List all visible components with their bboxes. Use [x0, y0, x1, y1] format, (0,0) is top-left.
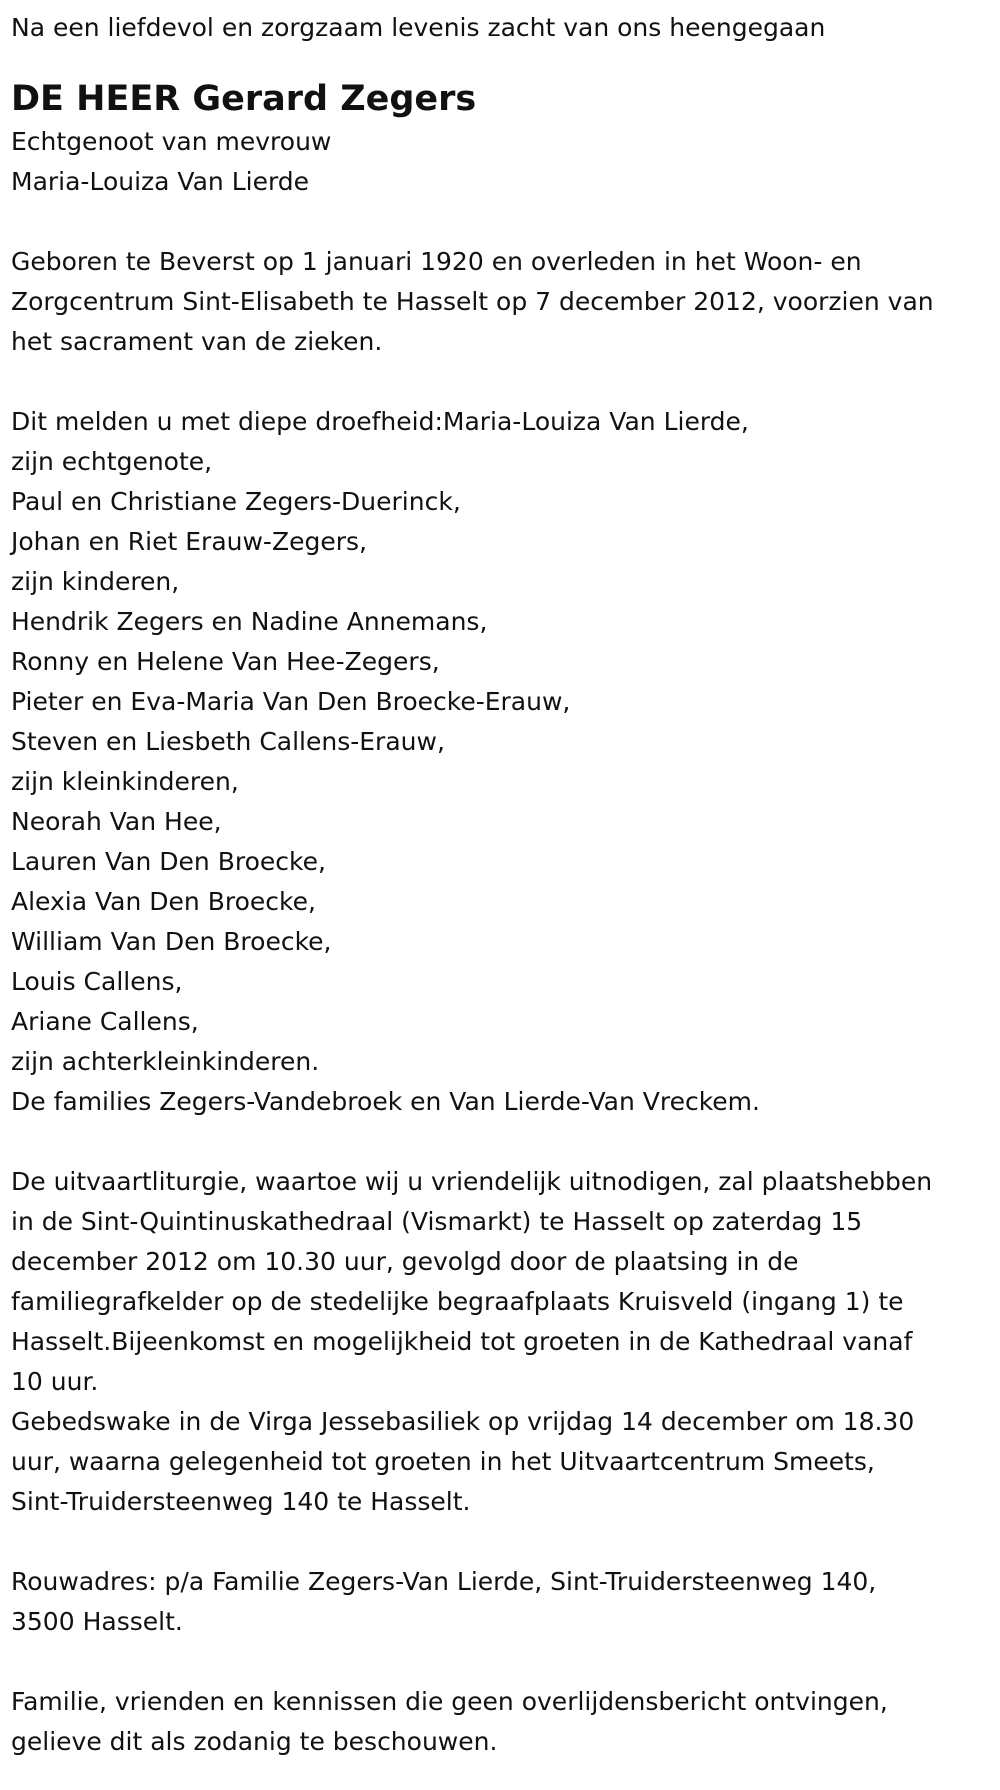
paragraph-gap: [11, 362, 989, 402]
spouse-section: [11, 122, 989, 202]
paragraph-gap: [11, 1522, 989, 1562]
ceremony-line: Sint-Truidersteenweg 140 te Hasselt.: [11, 1487, 471, 1516]
ceremony-line: in de Sint-Quintinuskathedraal (Vismarkt) te Hasselt op zaterdag 15: [11, 1207, 863, 1236]
address-line: Rouwadres: p/a Familie Zegers-Van Lierde, Sint-Truidersteenweg 140,: [11, 1567, 877, 1596]
family-line: De families Zegers-Vandebroek en Van Lierde-Van Vreckem.: [11, 1087, 760, 1116]
family-line: William Van Den Broecke,: [11, 927, 332, 956]
ceremony-line: familiegrafkelder op de stedelijke begraafplaats Kruisveld (ingang 1) te: [11, 1287, 904, 1316]
family-line: Hendrik Zegers en Nadine Annemans,: [11, 607, 488, 636]
family-section: [11, 402, 989, 1122]
spouse-line: Maria-Louiza Van Lierde: [11, 167, 310, 196]
family-line: Dit melden u met diepe droefheid:Maria-Louiza Van Lierde,: [11, 407, 749, 436]
family-line: Ronny en Helene Van Hee-Zegers,: [11, 647, 440, 676]
ceremony-line: De uitvaartliturgie, waartoe wij u vriendelijk uitnodigen, zal plaatshebben: [11, 1167, 933, 1196]
ceremony-section: [11, 1162, 989, 1522]
family-line: Paul en Christiane Zegers-Duerinck,: [11, 487, 461, 516]
closing-line: Familie, vrienden en kennissen die geen overlijdensbericht ontvingen,: [11, 1687, 888, 1716]
address-section: [11, 1562, 989, 1642]
birth-death-line: Zorgcentrum Sint-Elisabeth te Hasselt op 7 december 2012, voorzien van: [11, 287, 934, 316]
family-line: Johan en Riet Erauw-Zegers,: [11, 527, 367, 556]
family-line: zijn kleinkinderen,: [11, 767, 239, 796]
ceremony-line: Hasselt.Bijeenkomst en mogelijkheid tot groeten in de Kathedraal vanaf: [11, 1327, 913, 1356]
family-line: Neorah Van Hee,: [11, 807, 222, 836]
ceremony-line: december 2012 om 10.30 uur, gevolgd door de plaatsing in de: [11, 1247, 799, 1276]
paragraph-gap: [11, 202, 989, 242]
family-line: Ariane Callens,: [11, 1007, 199, 1036]
birth-death-line: het sacrament van de zieken.: [11, 327, 383, 356]
family-line: Steven en Liesbeth Callens-Erauw,: [11, 727, 445, 756]
ceremony-line: uur, waarna gelegenheid tot groeten in het Uitvaartcentrum Smeets,: [11, 1447, 875, 1476]
family-line: zijn achterkleinkinderen.: [11, 1047, 320, 1076]
deceased-name: DE HEER Gerard Zegers: [11, 79, 477, 119]
intro-line: Na een liefdevol en zorgzaam levenis zacht van ons heengegaan: [11, 13, 826, 42]
family-line: zijn kinderen,: [11, 567, 180, 596]
paragraph-gap: [11, 1122, 989, 1162]
family-line: zijn echtgenote,: [11, 447, 213, 476]
paragraph-gap: [11, 1642, 989, 1682]
closing-section: [11, 1682, 989, 1762]
ceremony-line: Gebedswake in de Virga Jessebasiliek op vrijdag 14 december om 18.30: [11, 1407, 915, 1436]
birth-death-section: [11, 242, 989, 362]
spouse-line: Echtgenoot van mevrouw: [11, 127, 332, 156]
closing-line: gelieve dit als zodanig te beschouwen.: [11, 1727, 498, 1756]
address-line: 3500 Hasselt.: [11, 1607, 183, 1636]
family-line: Alexia Van Den Broecke,: [11, 887, 316, 916]
birth-death-line: Geboren te Beverst op 1 januari 1920 en overleden in het Woon- en: [11, 247, 862, 276]
ceremony-line: 10 uur.: [11, 1367, 99, 1396]
family-line: Lauren Van Den Broecke,: [11, 847, 326, 876]
family-line: Louis Callens,: [11, 967, 183, 996]
family-line: Pieter en Eva-Maria Van Den Broecke-Erauw,: [11, 687, 571, 716]
